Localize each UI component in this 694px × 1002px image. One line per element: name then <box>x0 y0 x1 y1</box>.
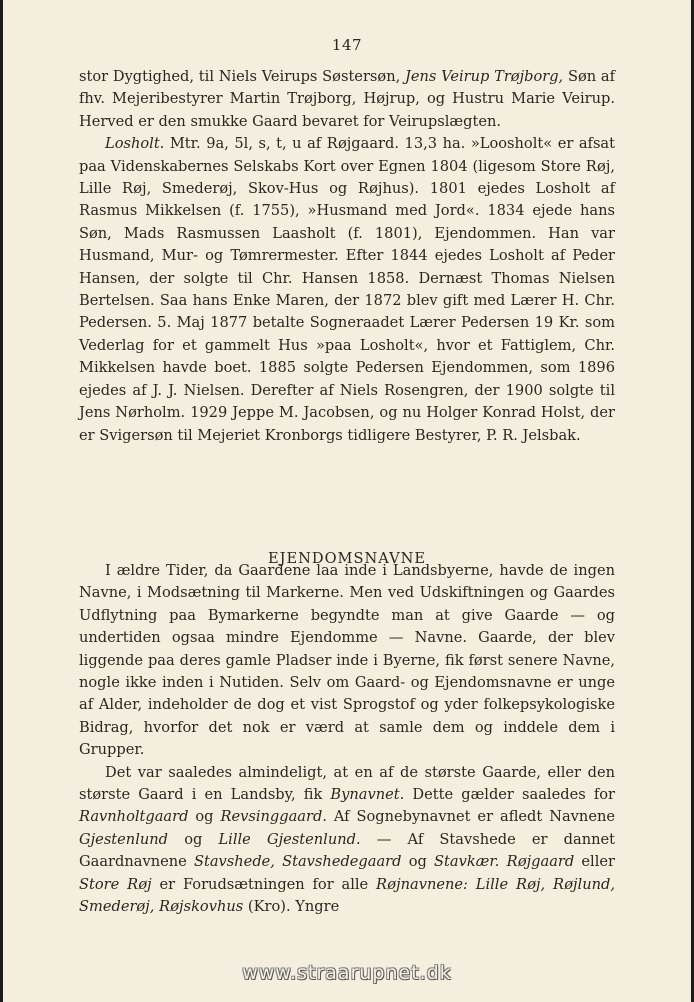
italic-run: Røjnavnene: Lille Røj, Røjlund, Smederøj, Røjskovhus <box>79 875 616 916</box>
book-page <box>3 0 691 1002</box>
text-run: I ældre Tider, da Gaardene laa inde i Landsbyerne, havde de ingen Navne, i Modsætning til Markerne. Men ved Udskiftningen og Gaardes Udflytning paa Bymarkerne begyndte man at give Gaarde — og undertiden ogsaa mindre Ejendomme — Navne. Gaarde, der blev liggende paa deres gamle Pladser inde i Byerne, fik først senere Navne, nogle ikke inden i Nutiden. Selv om Gaard- og Ejendomsnavne er unge af Alder, indeholder de dog et vist Sprogstof og yder folkepsykologiske Bidrag, hvorfor det nok er værd at samle dem og inddele dem i Grupper. <box>79 562 615 759</box>
paragraph-bynavnet <box>79 762 615 919</box>
text-block-top <box>79 66 615 447</box>
text-run: — Af Stavshede er dannet Gaardnavnene <box>79 830 615 871</box>
italic-run: Ravnholtgaard <box>79 808 189 826</box>
text-run: og <box>401 853 435 871</box>
section-heading: EJENDOMSNAVNE <box>267 550 427 567</box>
text-run: og <box>168 830 219 848</box>
text-run: Af Sognebynavnet er afledt Navnene <box>326 808 615 826</box>
text-run: Søn af fhv. Mejeribestyrer Martin Trøjborg, Højrup, og Hustru Marie Veirup. Herved er den smukke Gaard bevaret for Veirupslægten. <box>79 68 615 130</box>
italic-run: Bynavnet. <box>330 786 405 804</box>
text-run: stor Dygtighed, til Niels Veirups Søstersøn, <box>79 68 405 85</box>
italic-run: Revsinggaard. <box>220 808 327 826</box>
italic-run: Stavkær. Røjgaard <box>434 853 575 871</box>
text-run: og <box>188 808 221 826</box>
page-number: 147 <box>331 36 363 54</box>
watermark: www.straarupnet.dk <box>242 962 452 984</box>
text-block-bottom <box>79 560 615 919</box>
text-run: er Forudsætningen for alle <box>151 875 377 893</box>
paragraph-losholt <box>79 133 615 447</box>
text-run: eller <box>574 853 615 871</box>
italic-run: Lille Gjestenlund. <box>218 830 361 848</box>
italic-run: Gjestenlund <box>79 830 169 848</box>
italic-run: Losholt. <box>105 135 165 153</box>
paragraph-intro <box>79 560 615 762</box>
italic-run: Store Røj <box>79 875 152 893</box>
italic-run: Stavshede, Stavshedegaard <box>193 853 402 871</box>
text-run: Det var saaledes almindeligt, at en af de største Gaarde, eller den største Gaard i en Landsby, fik <box>79 763 615 804</box>
text-run: (Kro). Yngre <box>243 898 340 916</box>
paragraph-veirup <box>79 66 615 133</box>
text-run: Dette gælder saaledes for <box>404 786 615 804</box>
italic-run: Jens Veirup Trøjborg, <box>405 68 564 85</box>
text-run: Mtr. 9a, 5l, s, t, u af Røjgaard. 13,3 ha. »Loosholt« er afsat paa Videnskabernes Selskabs Kort over Egnen 1804 (ligesom Store Røj, Lille Røj, Smederøj, Skov-Hus og Røjhus). 1801 ejedes Losholt af Rasmus Mikkelsen (f. 1755), »Husmand med Jord«. 1834 ejede hans Søn, Mads Rasmussen Laasholt (f. 1801), Ejendommen. Han var Husmand, Mur- og Tømrermester. Efter 1844 ejedes Losholt af Peder Hansen, der solgte til Chr. Hansen 1858. Dernæst Thomas Nielsen Bertelsen. Saa hans Enke Maren, der 1872 blev gift med Lærer H. Chr. Pedersen. 5. Maj 1877 betalte Sogneraadet Lærer Pedersen 19 Kr. som Vederlag for et gammelt Hus »paa Losholt«, hvor et Fattiglem, Chr. Mikkelsen havde boet. 1885 solgte Pedersen Ejendommen, som 1896 ejedes af J. J. Nielsen. Derefter af Niels Rosengren, der 1900 solgte til Jens Nørholm. 1929 Jeppe M. Jacobsen, og nu Holger Konrad Holst, der er Svigersøn til Mejeriet Kronborgs tidligere Bestyrer, P. R. Jelsbak. <box>79 135 615 444</box>
